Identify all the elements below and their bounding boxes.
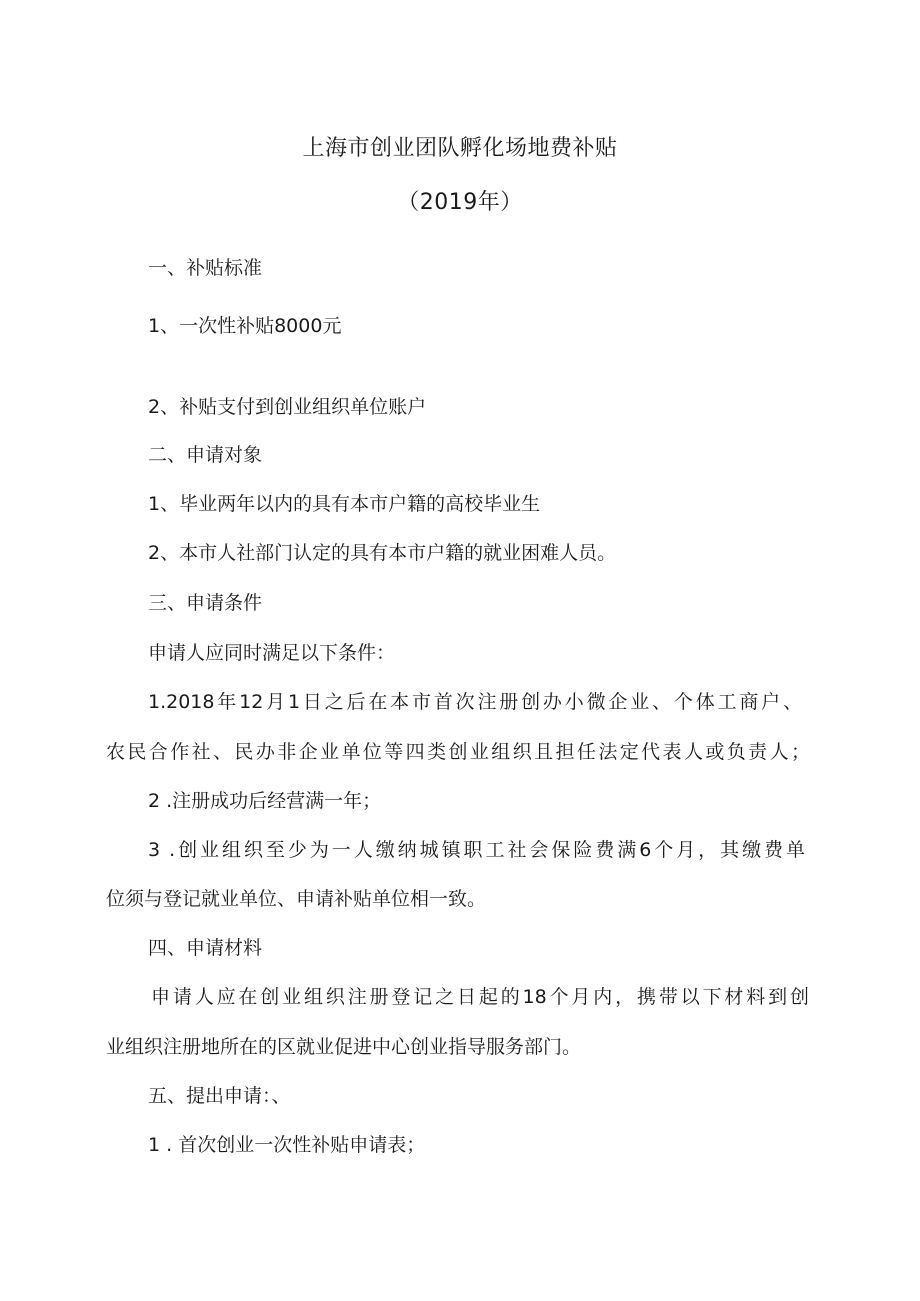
paragraph-line: 2 .注册成功后经营满一年； (148, 790, 382, 812)
paragraph-line: 农民合作社、民办非企业单位等四类创业组织且担任法定代表人或负责人； (106, 741, 810, 763)
paragraph-line: 1、一次性补贴8000元 (148, 315, 342, 337)
section-heading-application: 五、提出申请：、 (148, 1085, 291, 1107)
paragraph-line: 1.2018年12月1日之后在本市首次注册创办小微企业、个体工商户、 (148, 691, 802, 713)
paragraph-line: 3 .创业组织至少为一人缴纳城镇职工社会保险费满6个月，其缴费单 (148, 839, 805, 861)
document-subtitle: （2019年） (397, 190, 523, 215)
section-heading-conditions: 三、申请条件 (148, 592, 263, 614)
paragraph-line: 1 . 首次创业一次性补贴申请表； (148, 1134, 426, 1156)
paragraph-line: 2、补贴支付到创业组织单位账户 (148, 396, 427, 418)
document-title: 上海市创业团队孵化场地费补贴 (302, 136, 618, 161)
section-heading-materials: 四、申请材料 (148, 937, 263, 959)
paragraph-line: 申请人应在创业组织注册登记之日起的18个月内，携带以下材料到创 (151, 986, 809, 1008)
paragraph-line: 1、毕业两年以内的具有本市户籍的高校毕业生 (148, 493, 541, 515)
paragraph-line: 业组织注册地所在的区就业促进中心创业指导服务部门。 (106, 1036, 582, 1058)
section-heading-subsidy-standard: 一、补贴标准 (148, 257, 263, 279)
paragraph-line: 2、本市人社部门认定的具有本市户籍的就业困难人员。 (148, 542, 617, 564)
section-heading-applicants: 二、申请对象 (148, 444, 263, 466)
paragraph-line: 位须与登记就业单位、申请补贴单位相一致。 (106, 888, 487, 910)
paragraph-line: 申请人应同时满足以下条件： (148, 642, 396, 664)
